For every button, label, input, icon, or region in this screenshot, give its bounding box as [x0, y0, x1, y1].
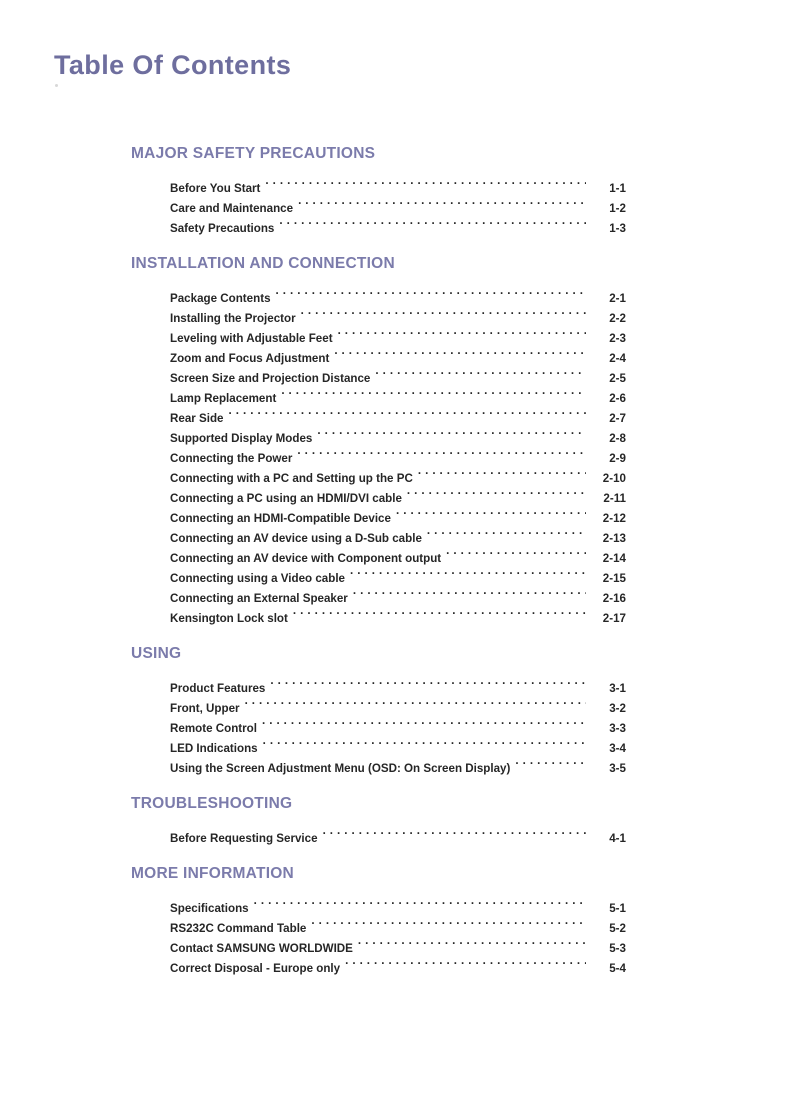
- toc-entry-title: Supported Display Modes: [170, 432, 313, 445]
- toc-entry-title: Connecting an AV device using a D-Sub cable: [170, 532, 422, 545]
- toc-entry-page-number: 2-15: [602, 572, 626, 585]
- toc-entry-page-number: 2-1: [609, 292, 626, 305]
- toc-entry-page-number: 1-2: [609, 202, 626, 215]
- toc-entry-title: Kensington Lock slot: [170, 612, 288, 625]
- toc-entry-title: Screen Size and Projection Distance: [170, 372, 371, 385]
- toc-dot-leader: [311, 912, 586, 932]
- toc-dot-leader: [245, 692, 586, 712]
- toc-entry-title: Specifications: [170, 902, 249, 915]
- toc-entry-title: Package Contents: [170, 292, 271, 305]
- toc-dot-leader: [270, 672, 586, 692]
- toc-entry-title: Care and Maintenance: [170, 202, 294, 215]
- toc-dot-leader: [515, 752, 586, 772]
- toc-entry-page-number: 2-7: [609, 412, 626, 425]
- toc-section-header: MORE INFORMATION: [131, 865, 295, 882]
- toc-entry-title: Safety Precautions: [170, 222, 275, 235]
- toc-entry[interactable]: [131, 672, 626, 695]
- toc-entry-title: Leveling with Adjustable Feet: [170, 332, 333, 345]
- toc-dot-leader: [338, 322, 586, 342]
- toc-dot-leader: [263, 732, 586, 752]
- toc-entry-page-number: 2-4: [609, 352, 626, 365]
- toc-section-header: USING: [131, 645, 182, 662]
- toc-entry-list: [131, 172, 626, 235]
- toc-entry-title: Before You Start: [170, 182, 261, 195]
- toc-entry-page-number: 2-16: [602, 592, 626, 605]
- toc-entry-title: Zoom and Focus Adjustment: [170, 352, 330, 365]
- toc-dot-leader: [301, 302, 586, 322]
- toc-entry-page-number: 1-3: [609, 222, 626, 235]
- toc-entry-list: [131, 822, 626, 845]
- toc-entry-page-number: 2-14: [602, 552, 626, 565]
- toc-entry[interactable]: [131, 892, 626, 915]
- toc-entry-page-number: 2-5: [609, 372, 626, 385]
- toc-entry-title: Connecting an External Speaker: [170, 592, 348, 605]
- toc-entry-page-number: 2-2: [609, 312, 626, 325]
- toc-dot-leader: [254, 892, 586, 912]
- toc-section-header: MAJOR SAFETY PRECAUTIONS: [131, 145, 376, 162]
- toc-section: [131, 144, 626, 235]
- toc-dot-leader: [229, 402, 587, 422]
- toc-entry-page-number: 5-1: [609, 902, 626, 915]
- toc-dot-leader: [262, 712, 586, 732]
- toc-entry-list: [131, 282, 626, 625]
- toc-section-header: TROUBLESHOOTING: [131, 795, 293, 812]
- toc-section-header: INSTALLATION AND CONNECTION: [131, 255, 395, 272]
- toc-dot-leader: [350, 562, 586, 582]
- toc-entry-list: [131, 892, 626, 975]
- toc-entry-page-number: 2-6: [609, 392, 626, 405]
- toc-entry-title: Correct Disposal - Europe only: [170, 962, 341, 975]
- toc-entry-title: Remote Control: [170, 722, 257, 735]
- toc-entry-page-number: 3-1: [609, 682, 626, 695]
- toc-entry-title: Connecting with a PC and Setting up the PC: [170, 472, 413, 485]
- toc-entry-title: Connecting an HDMI-Compatible Device: [170, 512, 391, 525]
- toc-entry-page-number: 2-3: [609, 332, 626, 345]
- toc-entry[interactable]: [131, 172, 626, 195]
- toc-dot-leader: [281, 382, 586, 402]
- toc-entry-page-number: 3-2: [609, 702, 626, 715]
- toc-entry-title: Lamp Replacement: [170, 392, 277, 405]
- toc-entry-title: Rear Side: [170, 412, 224, 425]
- toc-entry-page-number: 2-9: [609, 452, 626, 465]
- toc-dot-leader: [279, 212, 586, 232]
- toc-entry[interactable]: [131, 282, 626, 305]
- toc-entry-list: [131, 672, 626, 775]
- toc-entry-page-number: 2-11: [603, 492, 626, 505]
- toc-entry-page-number: 2-8: [609, 432, 626, 445]
- toc-dot-leader: [427, 522, 586, 542]
- toc-dot-leader: [396, 502, 586, 522]
- toc-entry-title: Before Requesting Service: [170, 832, 318, 845]
- toc-entry-title: Product Features: [170, 682, 266, 695]
- toc-dot-leader: [407, 482, 586, 502]
- toc-entry-title: Connecting a PC using an HDMI/DVI cable: [170, 492, 402, 505]
- toc-entry-page-number: 5-4: [609, 962, 626, 975]
- toc-dot-leader: [418, 462, 586, 482]
- toc-entry-page-number: 3-4: [609, 742, 626, 755]
- toc-dot-leader: [293, 602, 586, 622]
- toc-section: [131, 644, 626, 775]
- toc-dot-leader: [375, 362, 586, 382]
- toc-dot-leader: [323, 822, 586, 842]
- toc-entry-page-number: 2-17: [602, 612, 626, 625]
- toc-dot-leader: [265, 172, 586, 192]
- toc-dot-leader: [334, 342, 586, 362]
- toc-entry-title: Front, Upper: [170, 702, 240, 715]
- toc-dot-leader: [353, 582, 586, 602]
- toc-entry[interactable]: [131, 822, 626, 845]
- toc-entry-page-number: 5-2: [609, 922, 626, 935]
- toc-entry-title: Connecting an AV device with Component output: [170, 552, 442, 565]
- toc-entry-page-number: 2-12: [602, 512, 626, 525]
- toc-entry-title: Connecting using a Video cable: [170, 572, 346, 585]
- scan-artifact-dot: [55, 84, 58, 87]
- toc-entry-page-number: 3-5: [609, 762, 626, 775]
- page-title: Table Of Contents: [54, 50, 292, 80]
- toc-entry-title: Installing the Projector: [170, 312, 296, 325]
- toc-dot-leader: [298, 192, 586, 212]
- toc-section: [131, 254, 626, 625]
- toc-entry-title: Contact SAMSUNG WORLDWIDE: [170, 942, 353, 955]
- toc-entry-page-number: 2-13: [602, 532, 626, 545]
- toc-entry-title: Using the Screen Adjustment Menu (OSD: On Screen Display): [170, 762, 511, 775]
- table-of-contents: [131, 144, 626, 975]
- toc-entry-page-number: 4-1: [609, 832, 626, 845]
- toc-dot-leader: [446, 542, 586, 562]
- toc-dot-leader: [317, 422, 586, 442]
- toc-entry-page-number: 2-10: [602, 472, 626, 485]
- toc-dot-leader: [297, 442, 586, 462]
- toc-entry-page-number: 5-3: [609, 942, 626, 955]
- toc-section: [131, 794, 626, 845]
- toc-section: [131, 864, 626, 975]
- toc-entry-title: LED Indications: [170, 742, 258, 755]
- toc-entry-page-number: 1-1: [609, 182, 626, 195]
- toc-entry-title: RS232C Command Table: [170, 922, 307, 935]
- toc-entry-title: Connecting the Power: [170, 452, 293, 465]
- toc-dot-leader: [345, 952, 586, 972]
- toc-dot-leader: [358, 932, 586, 952]
- toc-entry-page-number: 3-3: [609, 722, 626, 735]
- toc-dot-leader: [276, 282, 586, 302]
